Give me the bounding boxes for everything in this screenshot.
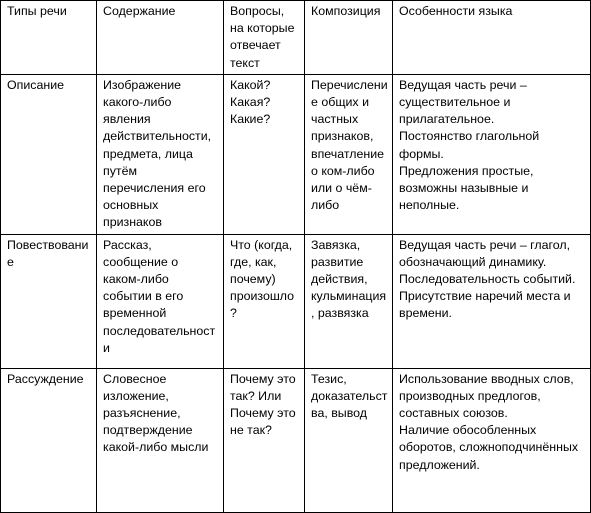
cell-content: Изображение какого-либо явления действительности, предмета, лица путём перечисления его основных признаков xyxy=(97,74,224,234)
language-feature: Ведущая часть речи – глагол, обозначающий динамику. xyxy=(399,237,571,269)
cell-type: Рассуждение xyxy=(1,368,97,512)
question-line: Какие? xyxy=(230,112,271,127)
header-cell-content: Содержание xyxy=(97,1,224,75)
language-feature: Последовательность событий. xyxy=(399,272,576,287)
cell-content: Словесное изложение, разъяснение, подтверждение какой-либо мысли xyxy=(97,368,224,512)
header-cell-questions: Вопросы, на которые отвечает текст xyxy=(224,1,305,75)
header-cell-type: Типы речи xyxy=(1,1,97,75)
cell-composition: Перечисление общих и частных признаков, впечатление о ком-либо или о чём-либо xyxy=(305,74,393,234)
cell-composition: Завязка, развитие действия, кульминация, развязка xyxy=(305,234,393,368)
language-feature: Наличие обособленных оборотов, сложноподчинённых предложений. xyxy=(399,423,579,472)
cell-questions xyxy=(224,234,305,368)
cell-content: Рассказ, сообщение о каком-либо событии в его временной последовательности xyxy=(97,234,224,368)
cell-language xyxy=(393,368,591,512)
cell-questions xyxy=(224,368,305,512)
question-line: Какой? xyxy=(230,77,271,92)
question-line: Почему это так? Или Почему это не так? xyxy=(230,371,296,438)
table-row xyxy=(1,368,591,512)
cell-language xyxy=(393,234,591,368)
language-feature: Использование вводных слов, производных предлогов, составных союзов. xyxy=(399,371,574,421)
cell-language xyxy=(393,74,591,234)
cell-questions xyxy=(224,74,305,234)
cell-composition: Тезис, доказательства, вывод xyxy=(305,368,393,512)
question-line: Какая? xyxy=(230,95,271,110)
cell-type: Повествование xyxy=(1,234,97,368)
header-cell-language: Особенности языка xyxy=(393,1,591,75)
header-cell-composition: Композиция xyxy=(305,1,393,75)
question-line: Что (когда, где, как, почему) произошло? xyxy=(230,237,295,321)
language-feature: Присутствие наречий места и времени. xyxy=(399,289,571,321)
cell-type: Описание xyxy=(1,74,97,234)
table-row xyxy=(1,234,591,368)
language-feature: Ведущая часть речи – существительное и прилагательное. xyxy=(399,77,527,127)
language-feature: Постоянство глагольной формы. xyxy=(399,129,540,161)
language-feature: Предложения простые, возможны назывные и неполные. xyxy=(399,163,534,213)
table-header-row xyxy=(1,1,591,75)
table-row xyxy=(1,74,591,234)
